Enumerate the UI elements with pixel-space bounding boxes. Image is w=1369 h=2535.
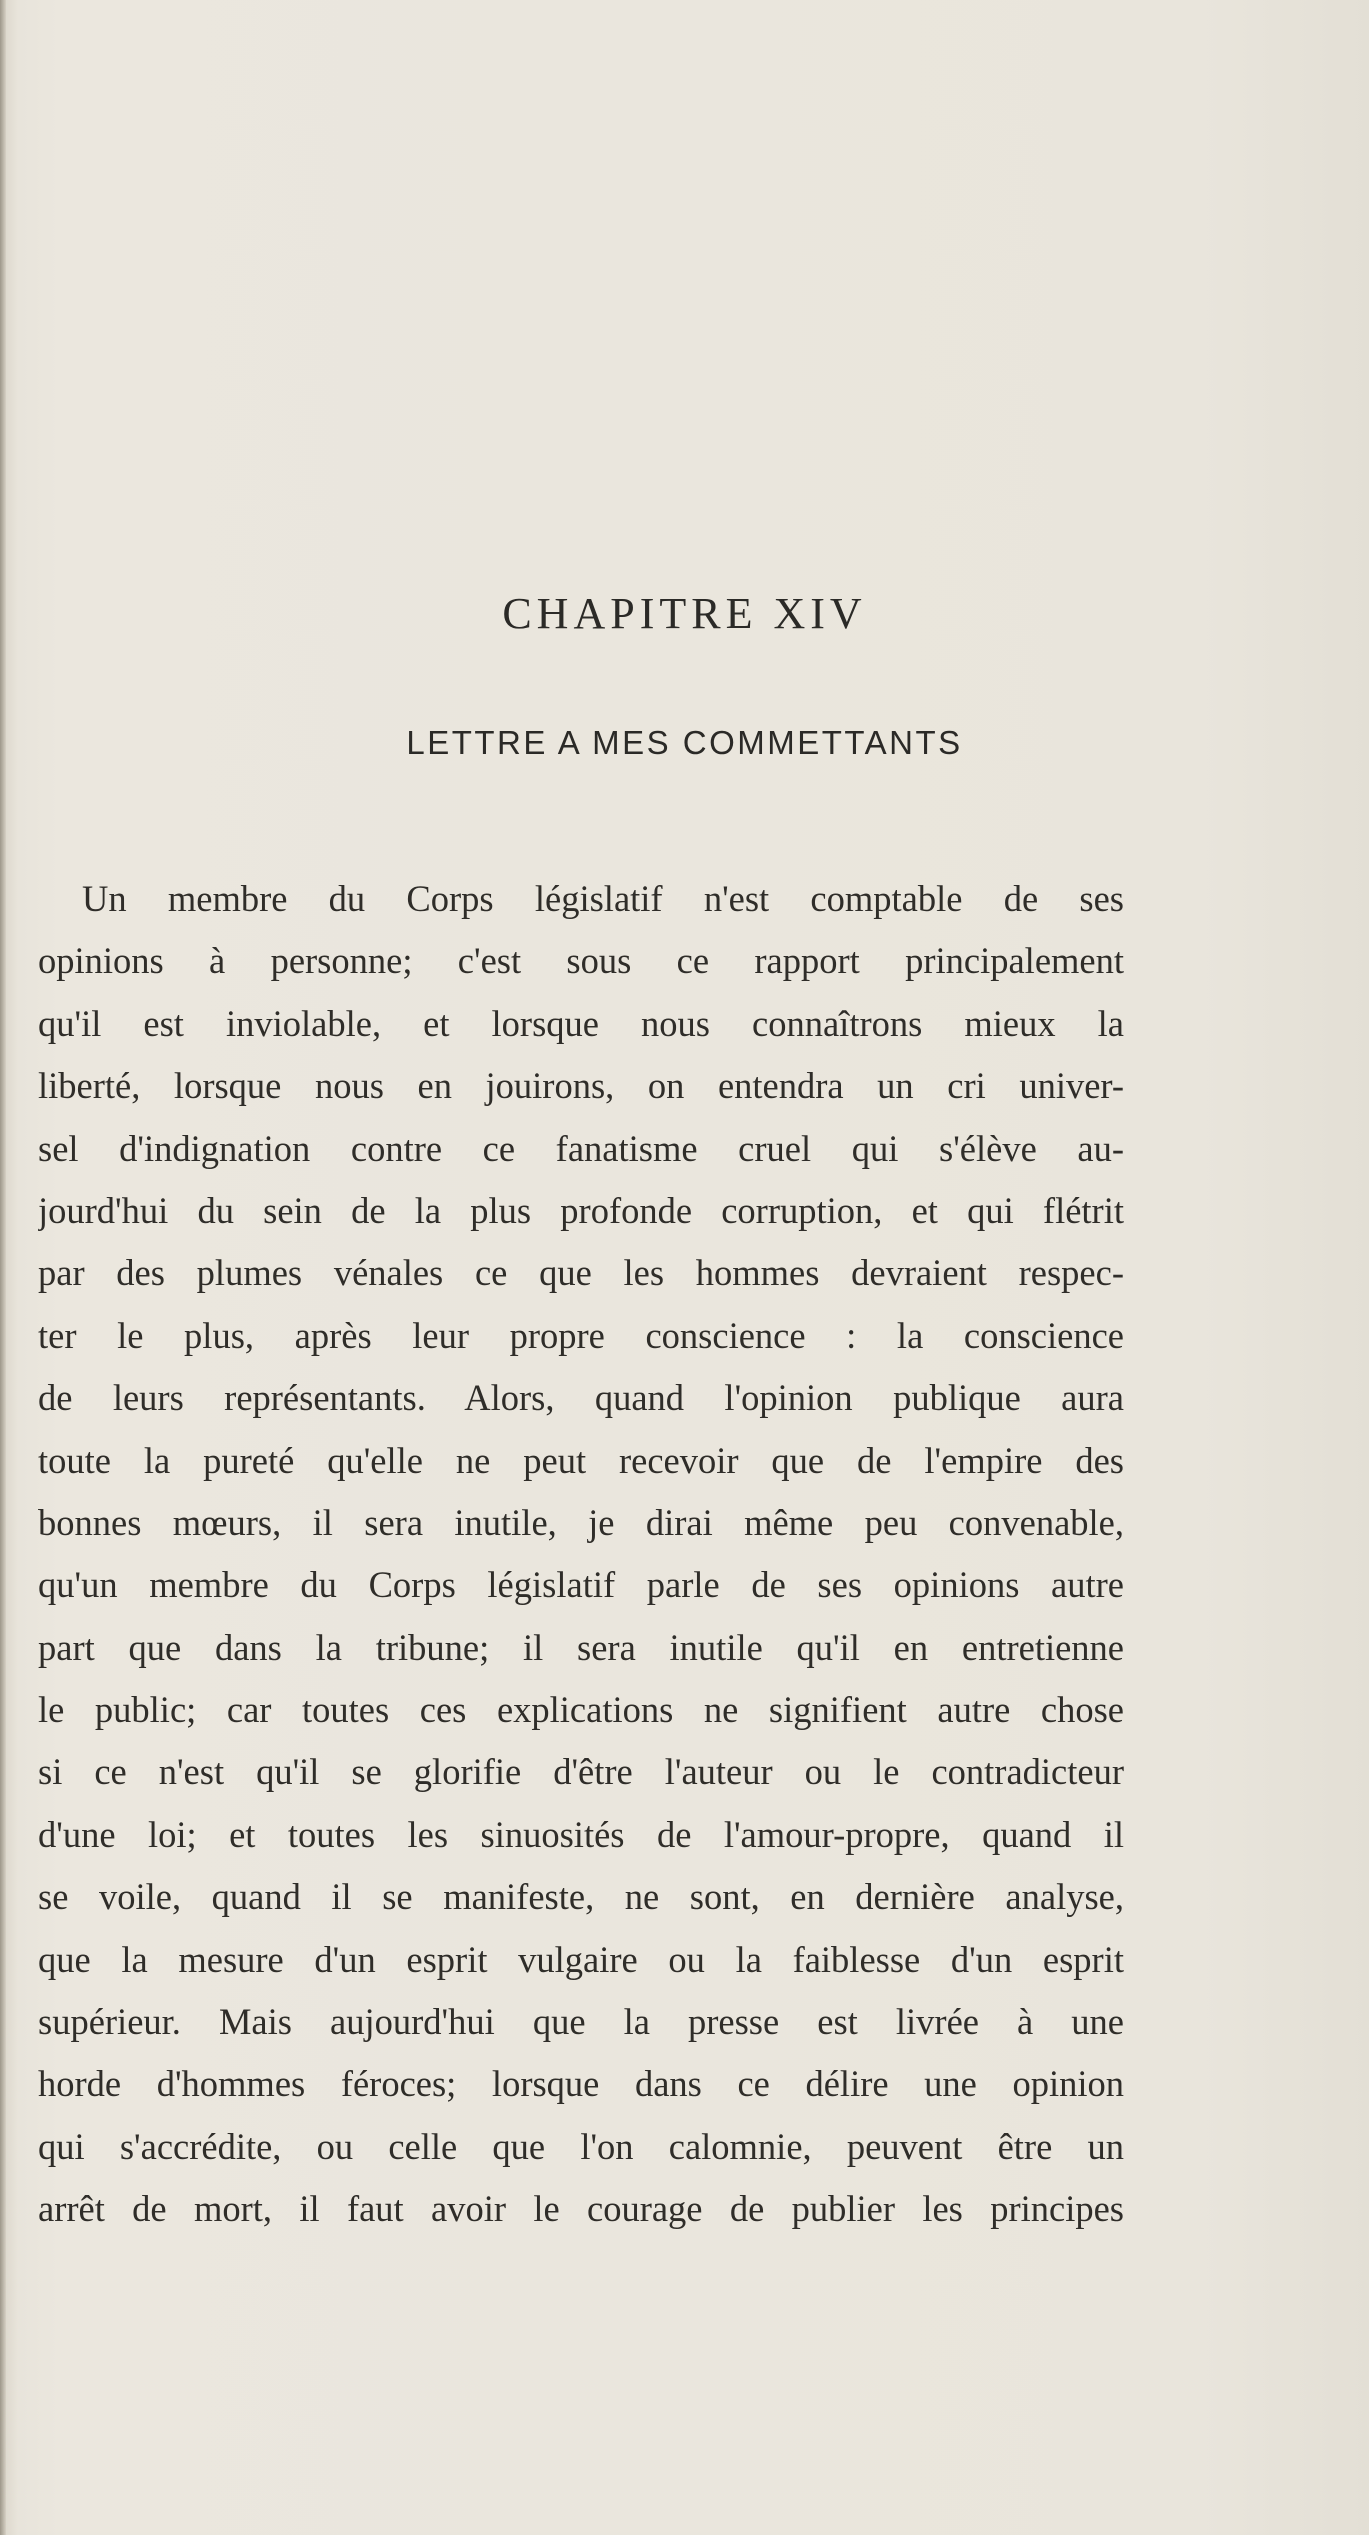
text-line: par des plumes vénales ce que les hommes devraient respec- (38, 1252, 1124, 1294)
text-line: de leurs représentants. Alors, quand l'opinion publique aura (38, 1377, 1124, 1419)
text-line: si ce n'est qu'il se glorifie d'être l'auteur ou le contradicteur (38, 1751, 1124, 1793)
text-line: qu'il est inviolable, et lorsque nous connaîtrons mieux la (38, 1002, 1124, 1044)
text-line: opinions à personne; c'est sous ce rapport principalement (38, 940, 1124, 982)
text-line: se voile, quand il se manifeste, ne sont, en dernière analyse, (38, 1876, 1124, 1918)
text-line: toute la pureté qu'elle ne peut recevoir que de l'empire des (38, 1439, 1124, 1481)
text-line: que la mesure d'un esprit vulgaire ou la faiblesse d'un esprit (38, 1938, 1124, 1980)
text-line: sel d'indignation contre ce fanatisme cruel qui s'élève au- (38, 1127, 1124, 1169)
body-text (38, 868, 1124, 2241)
text-line: le public; car toutes ces explications ne signifient autre chose (38, 1689, 1124, 1731)
text-line: d'une loi; et toutes les sinuosités de l'amour-propre, quand il (38, 1813, 1124, 1855)
text-line: supérieur. Mais aujourd'hui que la presse est livrée à une (38, 2001, 1124, 2043)
text-line: arrêt de mort, il faut avoir le courage de publier les principes (38, 2188, 1124, 2230)
text-line: qu'un membre du Corps législatif parle de ses opinions autre (38, 1564, 1124, 1606)
text-line: part que dans la tribune; il sera inutile qu'il en entretienne (38, 1626, 1124, 1668)
text-line: Un membre du Corps législatif n'est comptable de ses (82, 878, 1124, 919)
text-line: jourd'hui du sein de la plus profonde corruption, et qui flétrit (38, 1189, 1124, 1231)
text-line: horde d'hommes féroces; lorsque dans ce délire une opinion (38, 2063, 1124, 2105)
text-line: ter le plus, après leur propre conscience : la conscience (38, 1314, 1124, 1356)
text-line: liberté, lorsque nous en jouirons, on entendra un cri univer- (38, 1065, 1124, 1107)
page-spine-edge (0, 0, 6, 2535)
text-line: bonnes mœurs, il sera inutile, je dirai même peu convenable, (38, 1501, 1124, 1543)
chapter-title: LETTRE A MES COMMETTANTS (406, 724, 963, 761)
text-line: qui s'accrédite, ou celle que l'on calomnie, peuvent être un (38, 2125, 1124, 2167)
chapter-number: CHAPITRE XIV (502, 589, 867, 638)
